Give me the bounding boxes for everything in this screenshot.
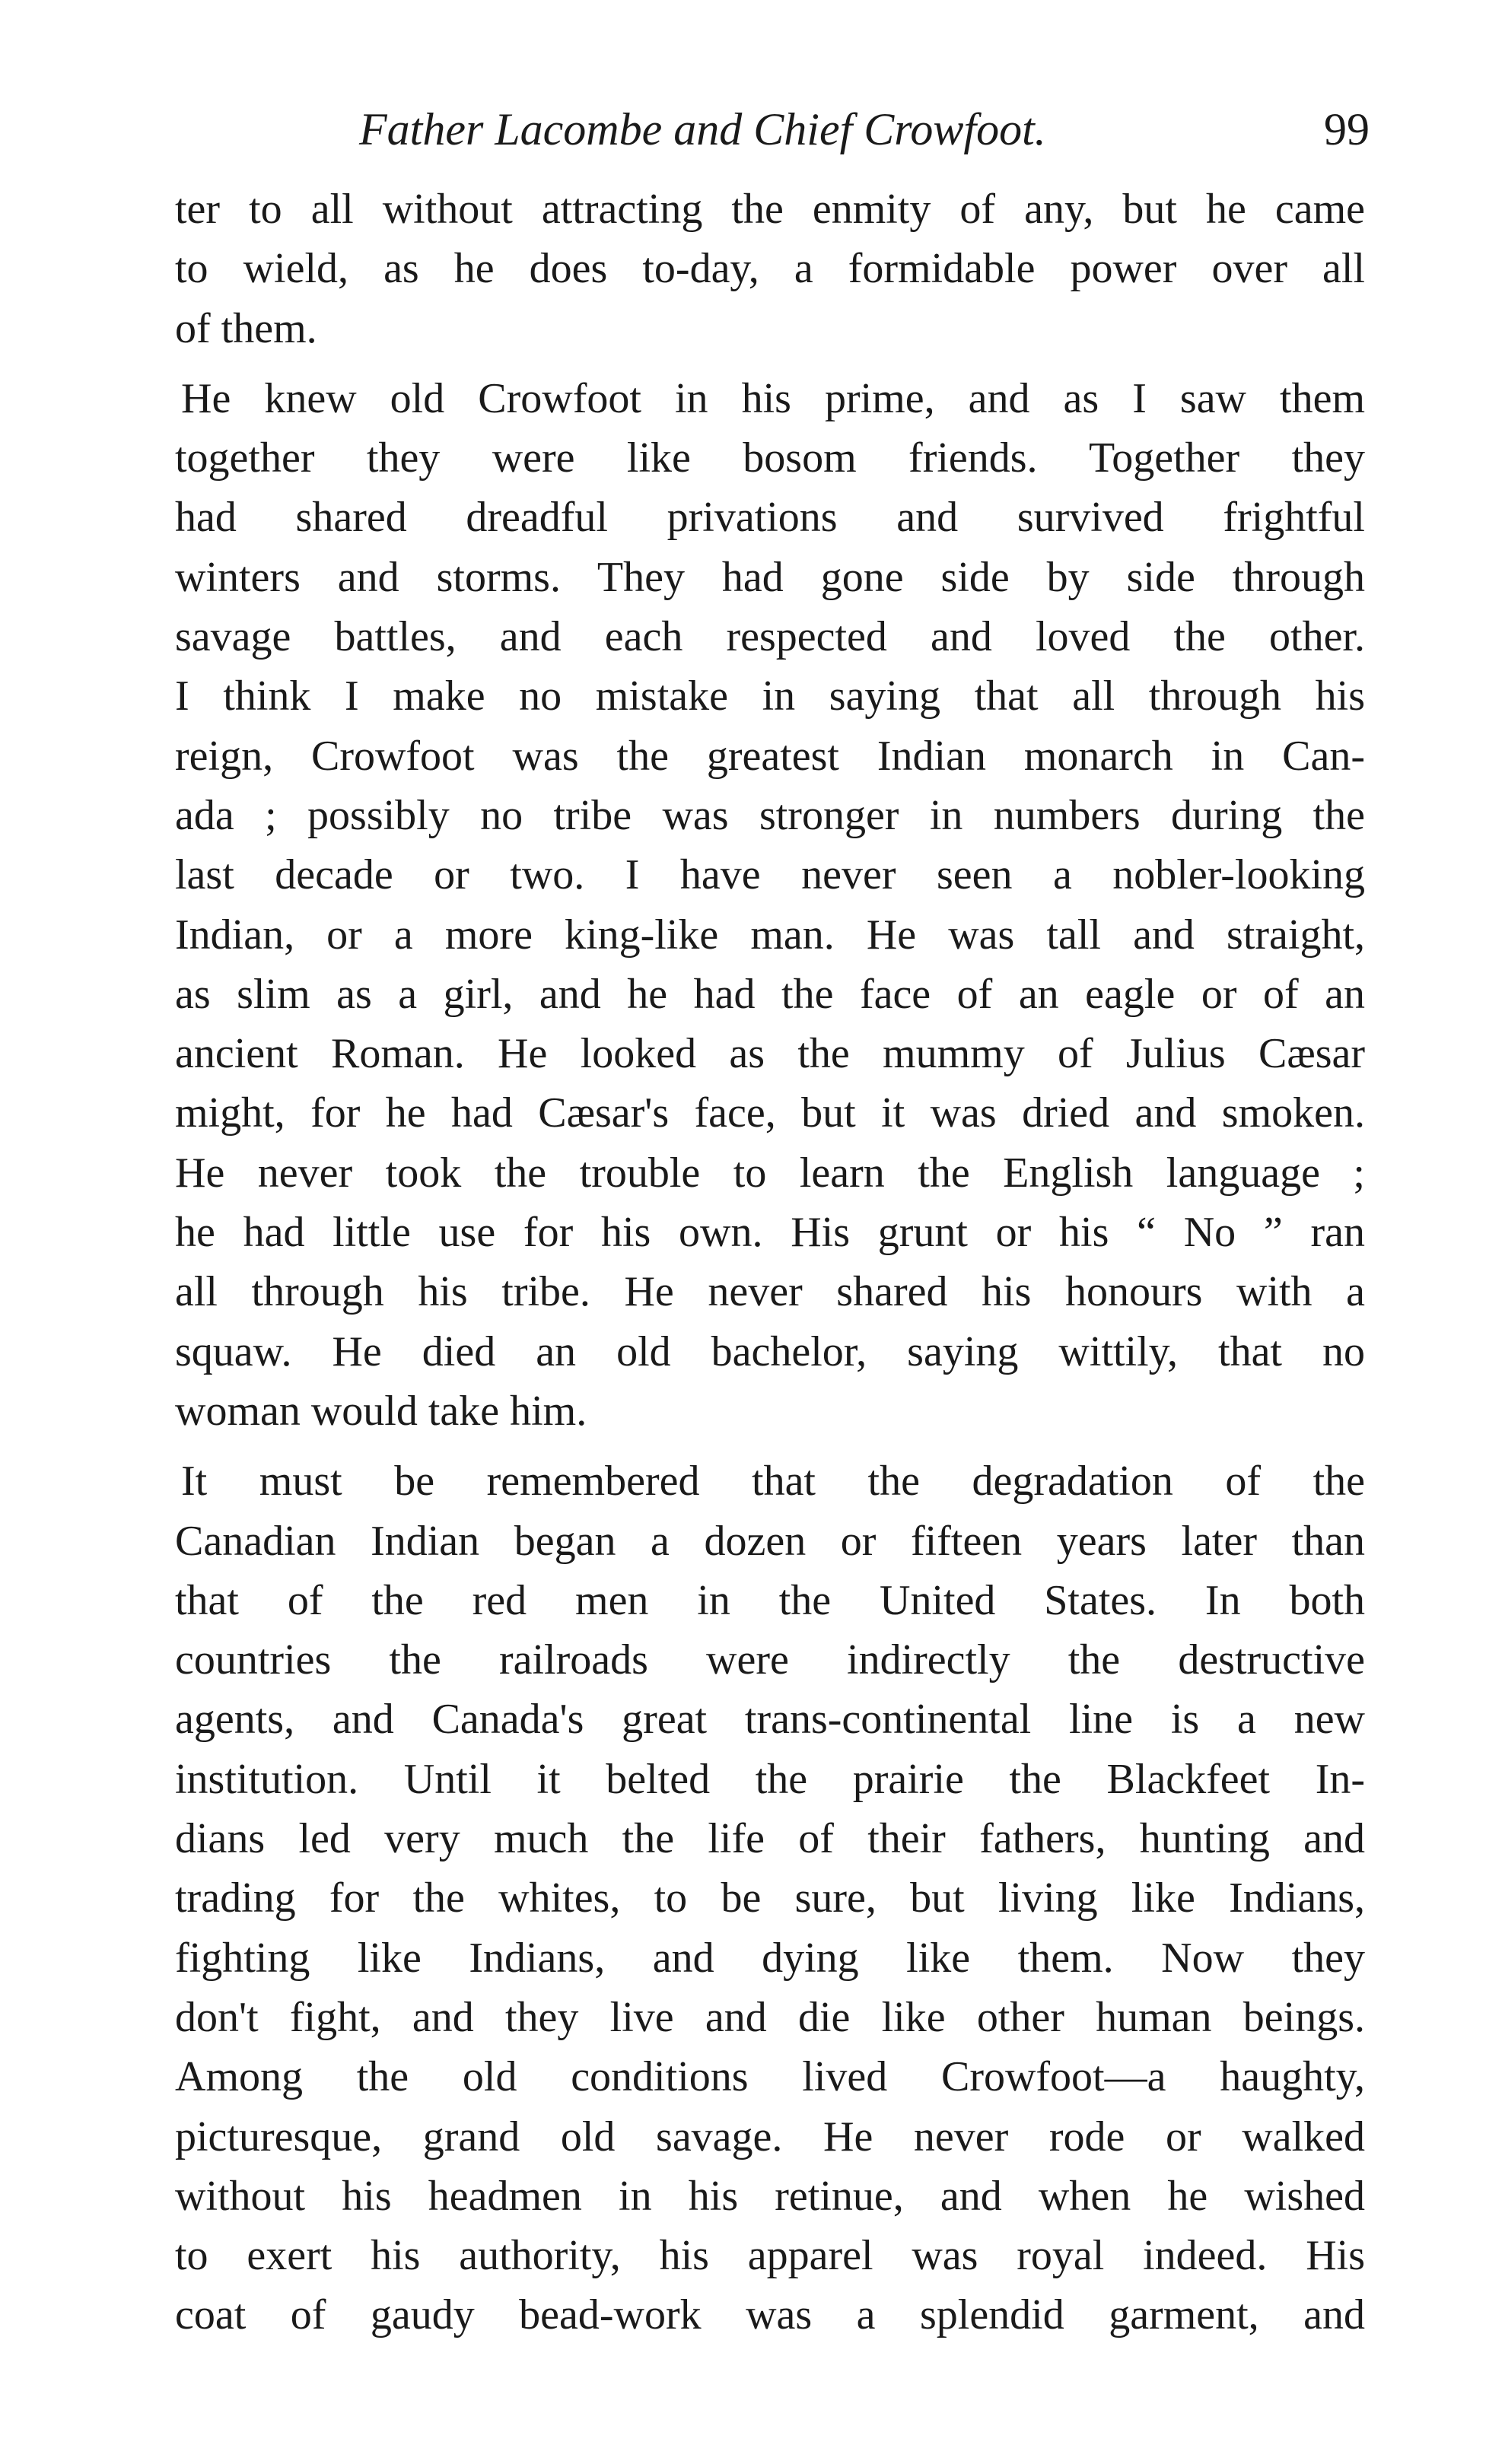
running-title: Father Lacombe and Chief Crowfoot. xyxy=(359,104,1046,154)
text-line: It must be remembered that the degradation of the xyxy=(181,1458,1365,1505)
text-line: squaw. He died an old bachelor, saying wittily, that no xyxy=(175,1327,1365,1375)
text-line: woman would take him. xyxy=(175,1387,587,1435)
text-line: He never took the trouble to learn the English language ; xyxy=(175,1149,1365,1197)
text-line: had shared dreadful privations and survived frightful xyxy=(175,494,1365,542)
text-line: He knew old Crowfoot in his prime, and as I saw them xyxy=(181,374,1365,422)
text-line: last decade or two. I have never seen a nobler-looking xyxy=(175,851,1365,899)
text-line: he had little use for his own. His grunt or his “ No ” ran xyxy=(175,1209,1365,1257)
text-line: countries the railroads were indirectly the destructive xyxy=(175,1636,1365,1684)
text-line: Among the old conditions lived Crowfoot—a haughty, xyxy=(175,2053,1365,2101)
text-line: together they were like bosom friends. Together they xyxy=(175,434,1365,482)
text-line: don't fight, and they live and die like other human beings. xyxy=(175,1993,1365,2041)
text-line: Indian, or a more king-like man. He was tall and straight, xyxy=(175,911,1365,959)
text-line: trading for the whites, to be sure, but living like Indians, xyxy=(175,1874,1365,1922)
text-line: I think I make no mistake in saying that all through his xyxy=(175,672,1365,720)
text-line: Canadian Indian began a dozen or fifteen years later than xyxy=(175,1517,1365,1565)
text-line: dians led very much the life of their fathers, hunting and xyxy=(175,1815,1365,1863)
text-line: institution. Until it belted the prairie the Blackfeet In- xyxy=(175,1755,1365,1803)
text-line: without his headmen in his retinue, and when he wished xyxy=(175,2172,1365,2220)
text-line: picturesque, grand old savage. He never rode or walked xyxy=(175,2113,1365,2160)
page-number: 99 xyxy=(1324,104,1370,154)
text-line: to wield, as he does to-day, a formidable power over all xyxy=(175,245,1365,293)
text-line: as slim as a girl, and he had the face of an eagle or of an xyxy=(175,970,1365,1018)
paragraph xyxy=(175,369,1365,1441)
text-line: winters and storms. They had gone side by side through xyxy=(175,553,1365,601)
text-line: to exert his authority, his apparel was royal indeed. His xyxy=(175,2232,1365,2280)
text-line: all through his tribe. He never shared his honours with a xyxy=(175,1268,1365,1316)
page-header xyxy=(180,97,1370,161)
text-line: ter to all without attracting the enmity of any, but he came xyxy=(175,186,1365,233)
text-line: of them. xyxy=(175,304,317,352)
paragraph xyxy=(175,180,1365,358)
body-text xyxy=(175,180,1365,2345)
text-line: reign, Crowfoot was the greatest Indian monarch in Can- xyxy=(175,732,1365,780)
text-line: ada ; possibly no tribe was stronger in numbers during the xyxy=(175,791,1365,839)
text-line: might, for he had Cæsar's face, but it was dried and smoken. xyxy=(175,1089,1365,1137)
text-line: savage battles, and each respected and loved the other. xyxy=(175,613,1365,661)
text-line: agents, and Canada's great trans-continental line is a new xyxy=(175,1696,1365,1744)
paragraph xyxy=(175,1451,1365,2345)
text-line: ancient Roman. He looked as the mummy of Julius Cæsar xyxy=(175,1030,1365,1078)
text-line: that of the red men in the United States. In both xyxy=(175,1576,1365,1624)
text-line: coat of gaudy bead-work was a splendid garment, and xyxy=(175,2291,1365,2339)
text-line: fighting like Indians, and dying like them. Now they xyxy=(175,1934,1365,1982)
